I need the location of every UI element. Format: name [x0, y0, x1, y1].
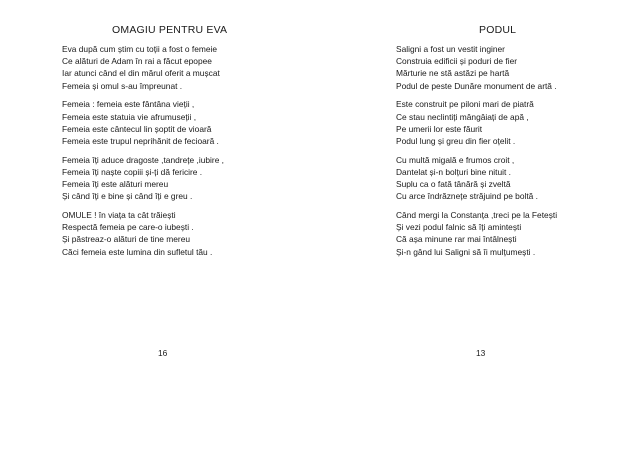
- verse-line: Și-n gând lui Saligni să îi mulțumești .: [396, 246, 536, 257]
- verse-line: OMULE ! în viața ta cât trăiești: [62, 209, 176, 220]
- verse-line: Dantelat și-n bolțuri bine nituit .: [396, 166, 511, 177]
- stanza: [396, 43, 557, 92]
- verse-line: Eva după cum știm cu toții a fost o femeie: [62, 44, 218, 54]
- stanza: [62, 154, 224, 203]
- verse-line: Saligni a fost un vestit inginer: [396, 44, 505, 54]
- verse-line: Că așa minune rar mai întâlnești: [396, 234, 517, 245]
- verse-line: Este construit pe piloni mari de piatră: [396, 99, 534, 110]
- verse-line: Și păstreaz-o alături de tine mereu: [62, 234, 191, 245]
- right-page: [396, 0, 626, 452]
- poem-title: PODUL: [479, 24, 517, 36]
- verse-line: Când mergi la Constanța ,treci pe la Fetești: [396, 209, 558, 220]
- verse-line: Suplu ca o fată tânără și zveltă: [396, 179, 511, 190]
- verse-line: Ce alături de Adam în rai a făcut epopee: [62, 56, 212, 67]
- verse-line: Și vezi podul falnic să îți amintești: [396, 222, 522, 233]
- verse-line: Iar atunci când el din mărul oferit a mușcat: [62, 68, 220, 79]
- verse-line: Ce stau neclintiți mângâiați de apă ,: [396, 111, 529, 122]
- verse-line: Femeia îți naște copiii și-ți dă fericire .: [62, 166, 203, 177]
- verse-line: Mărturie ne stă astăzi pe hartă: [396, 68, 510, 79]
- verse-line: Pe umerii lor este făurit: [396, 123, 483, 134]
- verse-line: Cu multă migală e frumos croit ,: [396, 154, 515, 165]
- verse-line: Podul lung și greu din fier oțelit .: [396, 135, 516, 146]
- verse-line: Femeia îți este alături mereu: [62, 179, 169, 190]
- poem-body: [396, 43, 557, 264]
- verse-line: Construia edificii și poduri de fier: [396, 56, 518, 67]
- poem-title: OMAGIU PENTRU EVA: [112, 24, 228, 36]
- stanza: [396, 154, 557, 203]
- verse-line: Cu arce îndrăznețe străjuind pe boltă .: [396, 191, 538, 202]
- stanza: [396, 98, 557, 147]
- poem-body: [62, 43, 224, 264]
- verse-line: Și când îți e bine și când îți e greu .: [62, 191, 193, 202]
- verse-line: Podul de peste Dunăre monument de artă .: [396, 80, 557, 91]
- stanza: [62, 209, 224, 258]
- verse-line: Femeia : femeia este fântâna vieții ,: [62, 99, 195, 110]
- page-number: 16: [158, 348, 168, 358]
- verse-line: Femeia este cântecul lin șoptit de vioară: [62, 123, 212, 134]
- verse-line: Femeia îți aduce dragoste ,tandrețe ,iubire ,: [62, 154, 225, 165]
- verse-line: Femeia este statuia vie afrumuseții ,: [62, 111, 197, 122]
- verse-line: Femeia și omul s-au împreunat .: [62, 80, 183, 91]
- stanza: [396, 209, 557, 258]
- page-number: 13: [476, 348, 486, 358]
- verse-line: Căci femeia este lumina din sufletul tău .: [62, 246, 213, 257]
- verse-line: Respectă femeia pe care-o iubești .: [62, 222, 194, 233]
- stanza: [62, 43, 224, 92]
- verse-line: Femeia este trupul neprihănit de fecioară .: [62, 135, 219, 146]
- left-page: [62, 0, 332, 452]
- stanza: [62, 98, 224, 147]
